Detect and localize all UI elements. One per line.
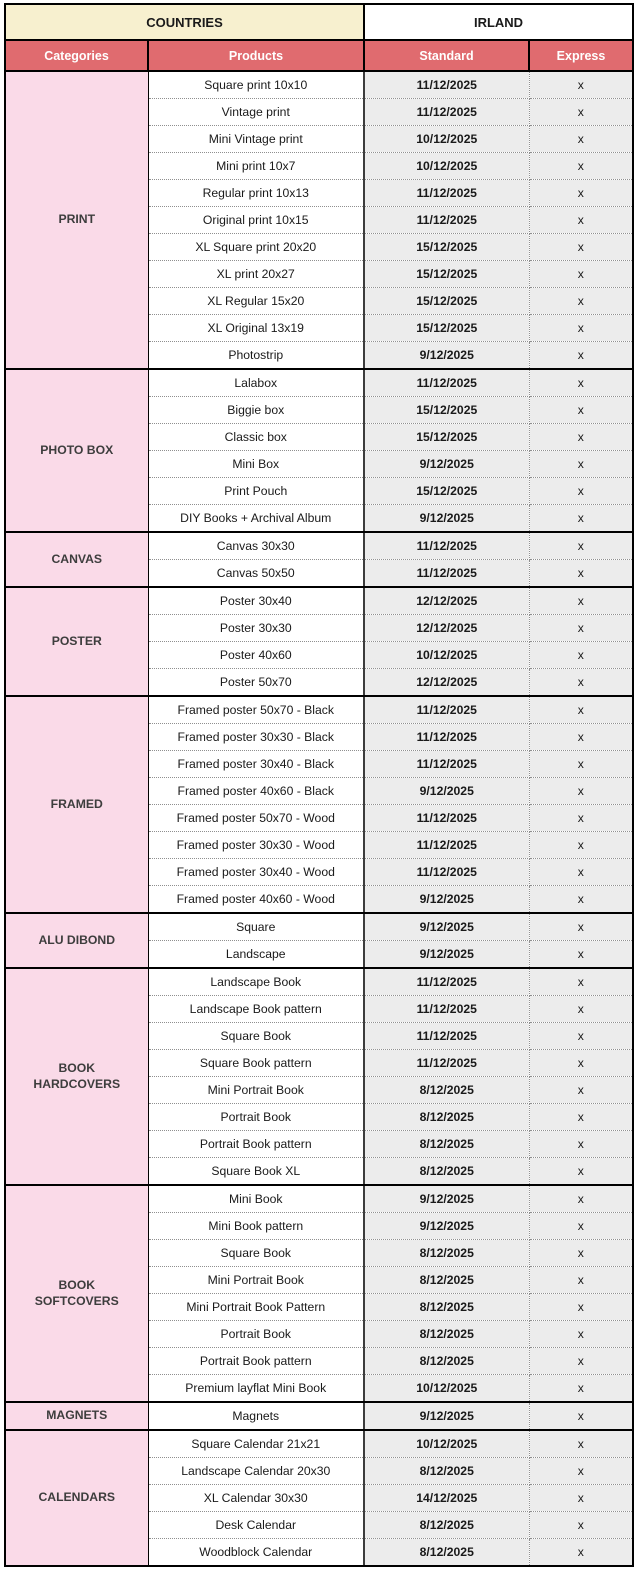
express-mark-cell: x: [529, 1485, 633, 1512]
express-mark-cell: x: [529, 941, 633, 969]
country-header-cell: IRLAND: [364, 4, 633, 40]
product-cell: Magnets: [148, 1402, 364, 1430]
product-cell: Portrait Book: [148, 1321, 364, 1348]
product-cell: Framed poster 30x30 - Black: [148, 724, 364, 751]
express-mark-cell: x: [529, 369, 633, 397]
express-mark-cell: x: [529, 587, 633, 615]
standard-date-cell: 11/12/2025: [364, 805, 529, 832]
standard-date-cell: 8/12/2025: [364, 1539, 529, 1567]
express-mark-cell: x: [529, 968, 633, 996]
product-cell: Framed poster 30x40 - Wood: [148, 859, 364, 886]
table-row: [5, 532, 633, 560]
column-header-row: [5, 40, 633, 71]
product-cell: Landscape Book pattern: [148, 996, 364, 1023]
standard-date-cell: 10/12/2025: [364, 126, 529, 153]
express-mark-cell: x: [529, 1050, 633, 1077]
express-mark-cell: x: [529, 1512, 633, 1539]
category-cell: POSTER: [5, 587, 148, 696]
product-cell: Square Book pattern: [148, 1050, 364, 1077]
col-header-express: Express: [529, 40, 633, 71]
express-mark-cell: x: [529, 751, 633, 778]
standard-date-cell: 8/12/2025: [364, 1348, 529, 1375]
product-cell: Mini print 10x7: [148, 153, 364, 180]
standard-date-cell: 10/12/2025: [364, 153, 529, 180]
express-mark-cell: x: [529, 207, 633, 234]
product-cell: Square: [148, 913, 364, 941]
standard-date-cell: 11/12/2025: [364, 996, 529, 1023]
express-mark-cell: x: [529, 560, 633, 588]
product-cell: Vintage print: [148, 99, 364, 126]
express-mark-cell: x: [529, 1131, 633, 1158]
standard-date-cell: 11/12/2025: [364, 859, 529, 886]
express-mark-cell: x: [529, 397, 633, 424]
standard-date-cell: 11/12/2025: [364, 832, 529, 859]
category-cell: BOOK SOFTCOVERS: [5, 1185, 148, 1402]
category-cell: BOOK HARDCOVERS: [5, 968, 148, 1185]
product-cell: XL Original 13x19: [148, 315, 364, 342]
express-mark-cell: x: [529, 424, 633, 451]
product-cell: Mini Book pattern: [148, 1213, 364, 1240]
express-mark-cell: x: [529, 1023, 633, 1050]
table-body: [5, 71, 633, 1566]
product-cell: Canvas 50x50: [148, 560, 364, 588]
countries-header-cell: COUNTRIES: [5, 4, 364, 40]
express-mark-cell: x: [529, 451, 633, 478]
standard-date-cell: 9/12/2025: [364, 1213, 529, 1240]
product-cell: Landscape Book: [148, 968, 364, 996]
standard-date-cell: 8/12/2025: [364, 1321, 529, 1348]
express-mark-cell: x: [529, 1158, 633, 1186]
table-row: [5, 1430, 633, 1458]
product-cell: Landscape: [148, 941, 364, 969]
standard-date-cell: 15/12/2025: [364, 234, 529, 261]
product-cell: Portrait Book pattern: [148, 1348, 364, 1375]
product-cell: Square Book: [148, 1240, 364, 1267]
express-mark-cell: x: [529, 288, 633, 315]
product-cell: Portrait Book pattern: [148, 1131, 364, 1158]
standard-date-cell: 11/12/2025: [364, 99, 529, 126]
category-cell: CANVAS: [5, 532, 148, 587]
standard-date-cell: 11/12/2025: [364, 696, 529, 724]
standard-date-cell: 15/12/2025: [364, 315, 529, 342]
standard-date-cell: 11/12/2025: [364, 180, 529, 207]
product-cell: Biggie box: [148, 397, 364, 424]
standard-date-cell: 9/12/2025: [364, 342, 529, 370]
category-cell: PRINT: [5, 71, 148, 369]
product-cell: Square Book: [148, 1023, 364, 1050]
standard-date-cell: 8/12/2025: [364, 1131, 529, 1158]
standard-date-cell: 11/12/2025: [364, 751, 529, 778]
category-cell: PHOTO BOX: [5, 369, 148, 532]
express-mark-cell: x: [529, 1104, 633, 1131]
product-cell: Classic box: [148, 424, 364, 451]
standard-date-cell: 15/12/2025: [364, 288, 529, 315]
standard-date-cell: 9/12/2025: [364, 1402, 529, 1430]
table-row: [5, 369, 633, 397]
express-mark-cell: x: [529, 261, 633, 288]
product-cell: XL Square print 20x20: [148, 234, 364, 261]
standard-date-cell: 11/12/2025: [364, 724, 529, 751]
express-mark-cell: x: [529, 71, 633, 99]
standard-date-cell: 10/12/2025: [364, 1430, 529, 1458]
express-mark-cell: x: [529, 1348, 633, 1375]
product-cell: XL Calendar 30x30: [148, 1485, 364, 1512]
standard-date-cell: 15/12/2025: [364, 424, 529, 451]
express-mark-cell: x: [529, 234, 633, 261]
express-mark-cell: x: [529, 642, 633, 669]
express-mark-cell: x: [529, 1430, 633, 1458]
express-mark-cell: x: [529, 1077, 633, 1104]
table-row: [5, 913, 633, 941]
standard-date-cell: 9/12/2025: [364, 913, 529, 941]
category-cell: FRAMED: [5, 696, 148, 913]
countries-header-row: [5, 4, 633, 40]
standard-date-cell: 9/12/2025: [364, 886, 529, 914]
col-header-standard: Standard: [364, 40, 529, 71]
product-cell: Square Calendar 21x21: [148, 1430, 364, 1458]
product-cell: Premium layflat Mini Book: [148, 1375, 364, 1403]
standard-date-cell: 8/12/2025: [364, 1512, 529, 1539]
product-cell: Mini Box: [148, 451, 364, 478]
product-cell: Lalabox: [148, 369, 364, 397]
table-head: [5, 4, 633, 71]
product-cell: Regular print 10x13: [148, 180, 364, 207]
standard-date-cell: 10/12/2025: [364, 1375, 529, 1403]
standard-date-cell: 9/12/2025: [364, 941, 529, 969]
table-row: [5, 1185, 633, 1213]
express-mark-cell: x: [529, 696, 633, 724]
standard-date-cell: 8/12/2025: [364, 1158, 529, 1186]
express-mark-cell: x: [529, 1321, 633, 1348]
express-mark-cell: x: [529, 615, 633, 642]
product-cell: Square print 10x10: [148, 71, 364, 99]
table-row: [5, 968, 633, 996]
standard-date-cell: 11/12/2025: [364, 532, 529, 560]
standard-date-cell: 11/12/2025: [364, 560, 529, 588]
standard-date-cell: 8/12/2025: [364, 1294, 529, 1321]
product-cell: Portrait Book: [148, 1104, 364, 1131]
product-cell: Framed poster 40x60 - Wood: [148, 886, 364, 914]
standard-date-cell: 11/12/2025: [364, 1023, 529, 1050]
product-cell: Mini Book: [148, 1185, 364, 1213]
product-cell: Poster 30x40: [148, 587, 364, 615]
product-cell: Photostrip: [148, 342, 364, 370]
standard-date-cell: 8/12/2025: [364, 1104, 529, 1131]
category-cell: ALU DIBOND: [5, 913, 148, 968]
product-cell: XL Regular 15x20: [148, 288, 364, 315]
standard-date-cell: 12/12/2025: [364, 587, 529, 615]
standard-date-cell: 12/12/2025: [364, 615, 529, 642]
product-cell: Print Pouch: [148, 478, 364, 505]
express-mark-cell: x: [529, 913, 633, 941]
standard-date-cell: 8/12/2025: [364, 1077, 529, 1104]
express-mark-cell: x: [529, 180, 633, 207]
product-cell: Poster 30x30: [148, 615, 364, 642]
table-row: [5, 71, 633, 99]
express-mark-cell: x: [529, 1185, 633, 1213]
product-cell: Desk Calendar: [148, 1512, 364, 1539]
standard-date-cell: 15/12/2025: [364, 478, 529, 505]
express-mark-cell: x: [529, 1213, 633, 1240]
category-cell: MAGNETS: [5, 1402, 148, 1430]
express-mark-cell: x: [529, 724, 633, 751]
standard-date-cell: 11/12/2025: [364, 968, 529, 996]
standard-date-cell: 15/12/2025: [364, 261, 529, 288]
express-mark-cell: x: [529, 153, 633, 180]
express-mark-cell: x: [529, 778, 633, 805]
express-mark-cell: x: [529, 1458, 633, 1485]
express-mark-cell: x: [529, 1267, 633, 1294]
product-cell: Woodblock Calendar: [148, 1539, 364, 1567]
category-cell: CALENDARS: [5, 1430, 148, 1566]
product-cell: Mini Portrait Book Pattern: [148, 1294, 364, 1321]
standard-date-cell: 9/12/2025: [364, 778, 529, 805]
product-cell: Framed poster 40x60 - Black: [148, 778, 364, 805]
standard-date-cell: 11/12/2025: [364, 207, 529, 234]
standard-date-cell: 9/12/2025: [364, 451, 529, 478]
standard-date-cell: 9/12/2025: [364, 1185, 529, 1213]
product-cell: DIY Books + Archival Album: [148, 505, 364, 533]
col-header-products: Products: [148, 40, 364, 71]
product-cell: Landscape Calendar 20x30: [148, 1458, 364, 1485]
standard-date-cell: 14/12/2025: [364, 1485, 529, 1512]
express-mark-cell: x: [529, 478, 633, 505]
product-cell: Framed poster 30x40 - Black: [148, 751, 364, 778]
product-cell: Framed poster 50x70 - Wood: [148, 805, 364, 832]
express-mark-cell: x: [529, 532, 633, 560]
express-mark-cell: x: [529, 1402, 633, 1430]
express-mark-cell: x: [529, 669, 633, 697]
product-cell: Framed poster 50x70 - Black: [148, 696, 364, 724]
shipping-dates-table: [4, 3, 634, 1567]
express-mark-cell: x: [529, 832, 633, 859]
standard-date-cell: 11/12/2025: [364, 71, 529, 99]
product-cell: Poster 40x60: [148, 642, 364, 669]
product-cell: Original print 10x15: [148, 207, 364, 234]
standard-date-cell: 15/12/2025: [364, 397, 529, 424]
express-mark-cell: x: [529, 859, 633, 886]
express-mark-cell: x: [529, 99, 633, 126]
standard-date-cell: 8/12/2025: [364, 1458, 529, 1485]
express-mark-cell: x: [529, 1294, 633, 1321]
product-cell: XL print 20x27: [148, 261, 364, 288]
product-cell: Mini Portrait Book: [148, 1267, 364, 1294]
col-header-categories: Categories: [5, 40, 148, 71]
table-row: [5, 696, 633, 724]
express-mark-cell: x: [529, 1240, 633, 1267]
table-row: [5, 1402, 633, 1430]
product-cell: Poster 50x70: [148, 669, 364, 697]
standard-date-cell: 8/12/2025: [364, 1240, 529, 1267]
product-cell: Mini Vintage print: [148, 126, 364, 153]
product-cell: Canvas 30x30: [148, 532, 364, 560]
standard-date-cell: 9/12/2025: [364, 505, 529, 533]
express-mark-cell: x: [529, 342, 633, 370]
standard-date-cell: 12/12/2025: [364, 669, 529, 697]
table-row: [5, 587, 633, 615]
product-cell: Mini Portrait Book: [148, 1077, 364, 1104]
express-mark-cell: x: [529, 805, 633, 832]
standard-date-cell: 8/12/2025: [364, 1267, 529, 1294]
express-mark-cell: x: [529, 1375, 633, 1403]
standard-date-cell: 10/12/2025: [364, 642, 529, 669]
express-mark-cell: x: [529, 505, 633, 533]
express-mark-cell: x: [529, 996, 633, 1023]
standard-date-cell: 11/12/2025: [364, 369, 529, 397]
express-mark-cell: x: [529, 315, 633, 342]
express-mark-cell: x: [529, 126, 633, 153]
express-mark-cell: x: [529, 1539, 633, 1567]
product-cell: Square Book XL: [148, 1158, 364, 1186]
product-cell: Framed poster 30x30 - Wood: [148, 832, 364, 859]
standard-date-cell: 11/12/2025: [364, 1050, 529, 1077]
express-mark-cell: x: [529, 886, 633, 914]
